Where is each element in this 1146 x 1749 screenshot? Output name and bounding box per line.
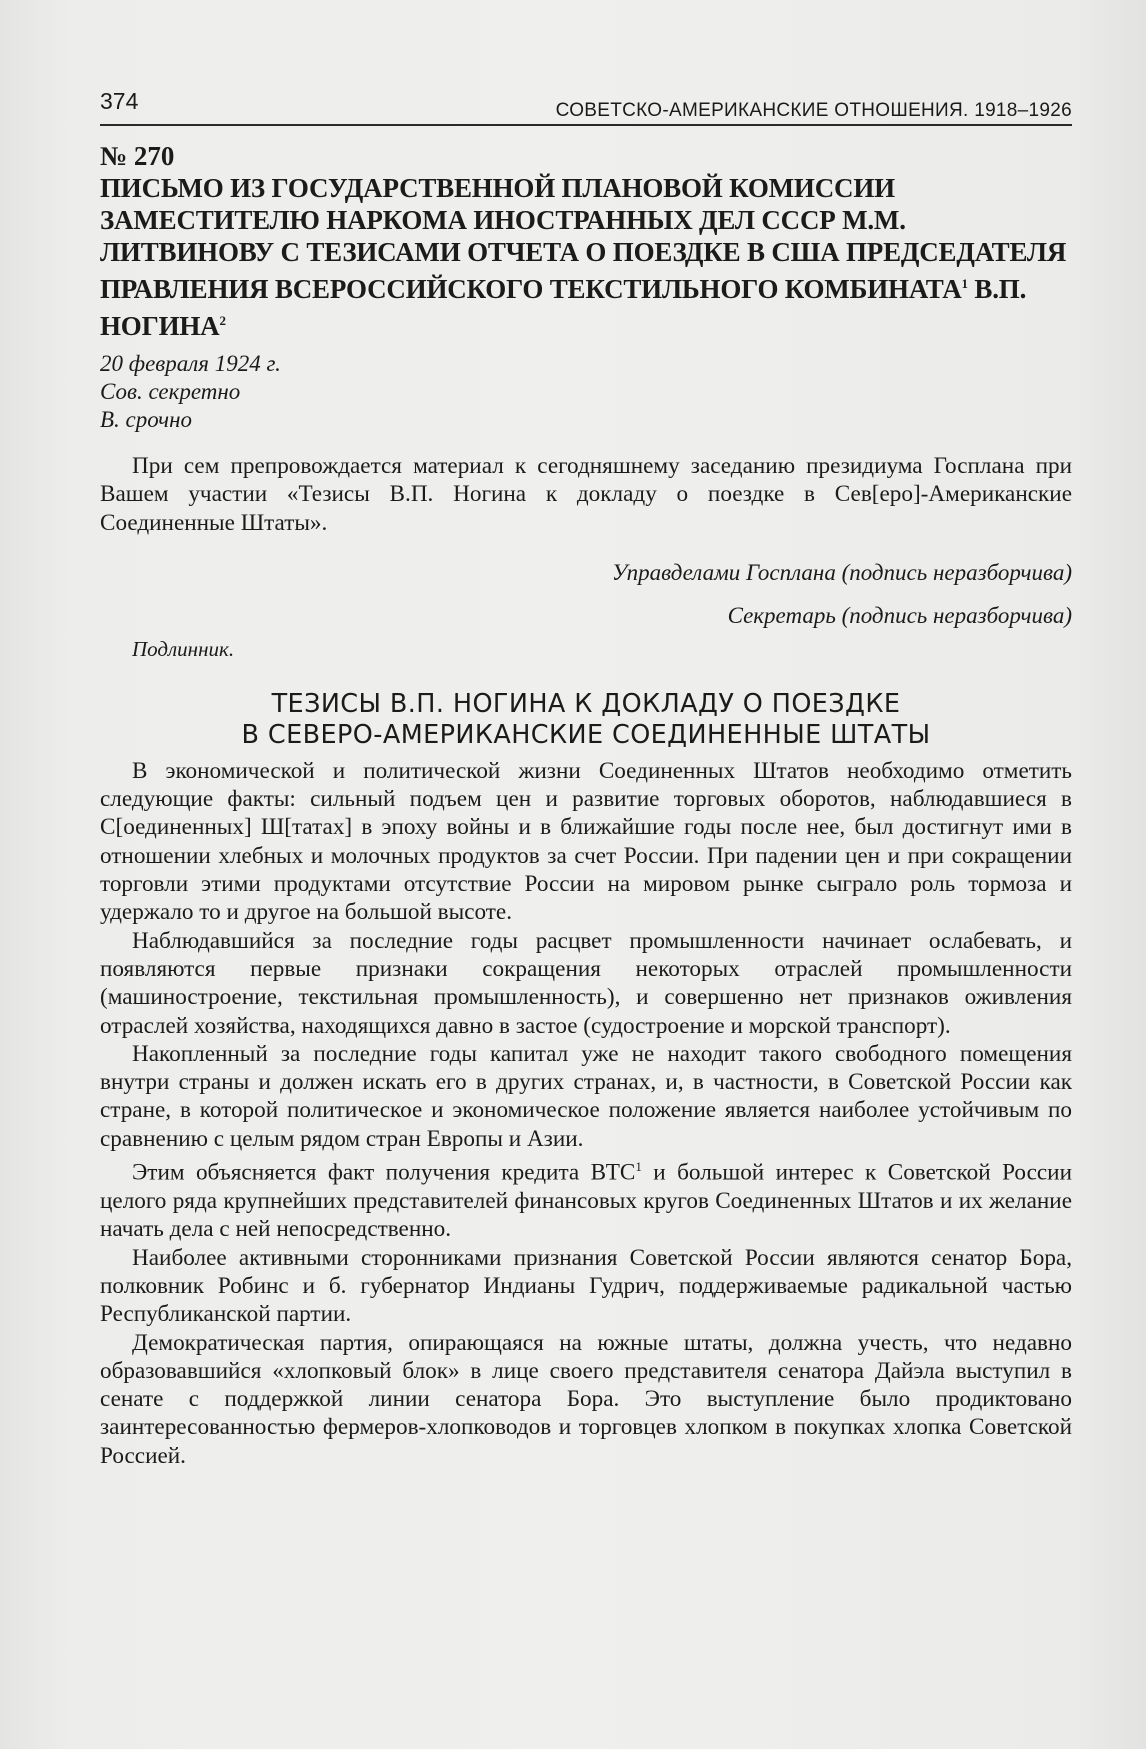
footnote-marker-2: 2 [219,313,226,328]
theses-paragraph-2: Наблюдавшийся за последние годы расцвет промышленности начинает ослабевать, и появляются первые признаки сокращения некоторых отраслей промышленности (машиностроение, текстильная промышленность), и совершенно нет признаков оживления отраслей хозяйства, находящихся давно в застое (судостроение и морской транспорт). [100,927,1072,1039]
theses-paragraph-3: Накопленный за последние годы капитал уже не находит такого свободного помещения внутри страны и должен искать его в других странах, и, в частности, в Советской России как стране, в которой политическое и экономическое положение является наиболее устойчивым по сравнению с целым рядом стран Европы и Азии. [100,1040,1072,1152]
footnote-marker-vts: 1 [635,1159,642,1175]
theses-paragraph-4-start: Этим объясняется факт получения кредита ВТС [132,1159,636,1186]
page-number: 374 [100,88,139,114]
classification-mark: Сов. секретно [100,379,241,404]
urgency-mark: В. срочно [100,407,193,432]
document-title-main: ПИСЬМО ИЗ ГОСУДАРСТВЕННОЙ ПЛАНОВОЙ КОМИССИИ ЗАМЕСТИТЕЛЮ НАРКОМА ИНОСТРАННЫХ ДЕЛ СССР М.М. ЛИТВИНОВУ С ТЕЗИСАМИ ОТЧЕТА О ПОЕЗДКЕ В США ПРЕДСЕДАТЕЛЯ ПРАВЛЕНИЯ ВСЕРОССИЙСКОГО ТЕКСТИЛЬНОГО КОМБИНАТА [100,173,1067,304]
signature-secretary: Секретарь (подпись неразборчива) [727,602,1072,628]
signature-manager: Управделами Госплана (подпись неразборчива) [611,559,1072,585]
page-header [100,84,1072,126]
theses-title-line-1: ТЕЗИСЫ В.П. НОГИНА К ДОКЛАДУ О ПОЕЗДКЕ [271,688,901,719]
document-title [100,172,1072,342]
document-title-person: В.П. НОГИНА [100,274,1027,341]
theses-paragraph-1: В экономической и политической жизни Соединенных Штатов необходимо отметить следующие факты: сильный подъем цен и развитие торговых оборотов, наблюдавшиеся в С[оединенных] Ш[татах] в эпоху войны и в ближайшие годы после нее, был достигнут ими в отношении хлебных и молочных продуктов за счет России. При падении цен и при сокращении торговли этими продуктами отсутствие России на мировом рынке сыграло роль тормоза и удержало то и другое на большой высоте. [100,757,1072,926]
original-note: Подлинник. [132,636,235,661]
document-date: 20 февраля 1924 г. [100,351,281,376]
intro-paragraph: При сем препровождается материал к сегодняшнему заседанию президиума Госплана при Вашем участии «Тезисы В.П. Ногина к докладу о поездке в Сев[еро]-Американские Соединенные Штаты». [100,453,1072,536]
theses-paragraph-4-end: и большой интерес к Советской России целого ряда крупнейших представителей финансовых кругов Соединенных Штатов и их желание начать дела с ней непосредственно. [100,1159,1072,1243]
footnote-marker-1: 1 [961,276,968,291]
page-content [100,140,1072,1470]
theses-title [100,689,1072,751]
theses-paragraph-5: Наиболее активными сторонниками признания Советской России являются сенатор Бора, полковник Робинс и б. губернатор Индианы Гудрич, поддерживаемые радикальной частью Республиканской партии. [100,1244,1072,1328]
document-number: № 270 [100,141,175,171]
theses-paragraph-4 [100,1153,1072,1244]
theses-paragraph-6: Демократическая партия, опирающаяся на южные штаты, должна учесть, что недавно образовавшийся «хлопковый блок» в лице своего представителя сенатора Дайэла выступил в сенате с поддержкой линии сенатора Бора. Это выступление было продиктовано заинтересованностью фермеров-хлопководов и торговцев хлопком в покупках хлопка Советской Россией. [100,1329,1072,1469]
running-title: СОВЕТСКО-АМЕРИКАНСКИЕ ОТНОШЕНИЯ. 1918–1926 [555,100,1072,121]
theses-title-line-2: В СЕВЕРО-АМЕРИКАНСКИЕ СОЕДИНЕННЫЕ ШТАТЫ [241,719,931,750]
